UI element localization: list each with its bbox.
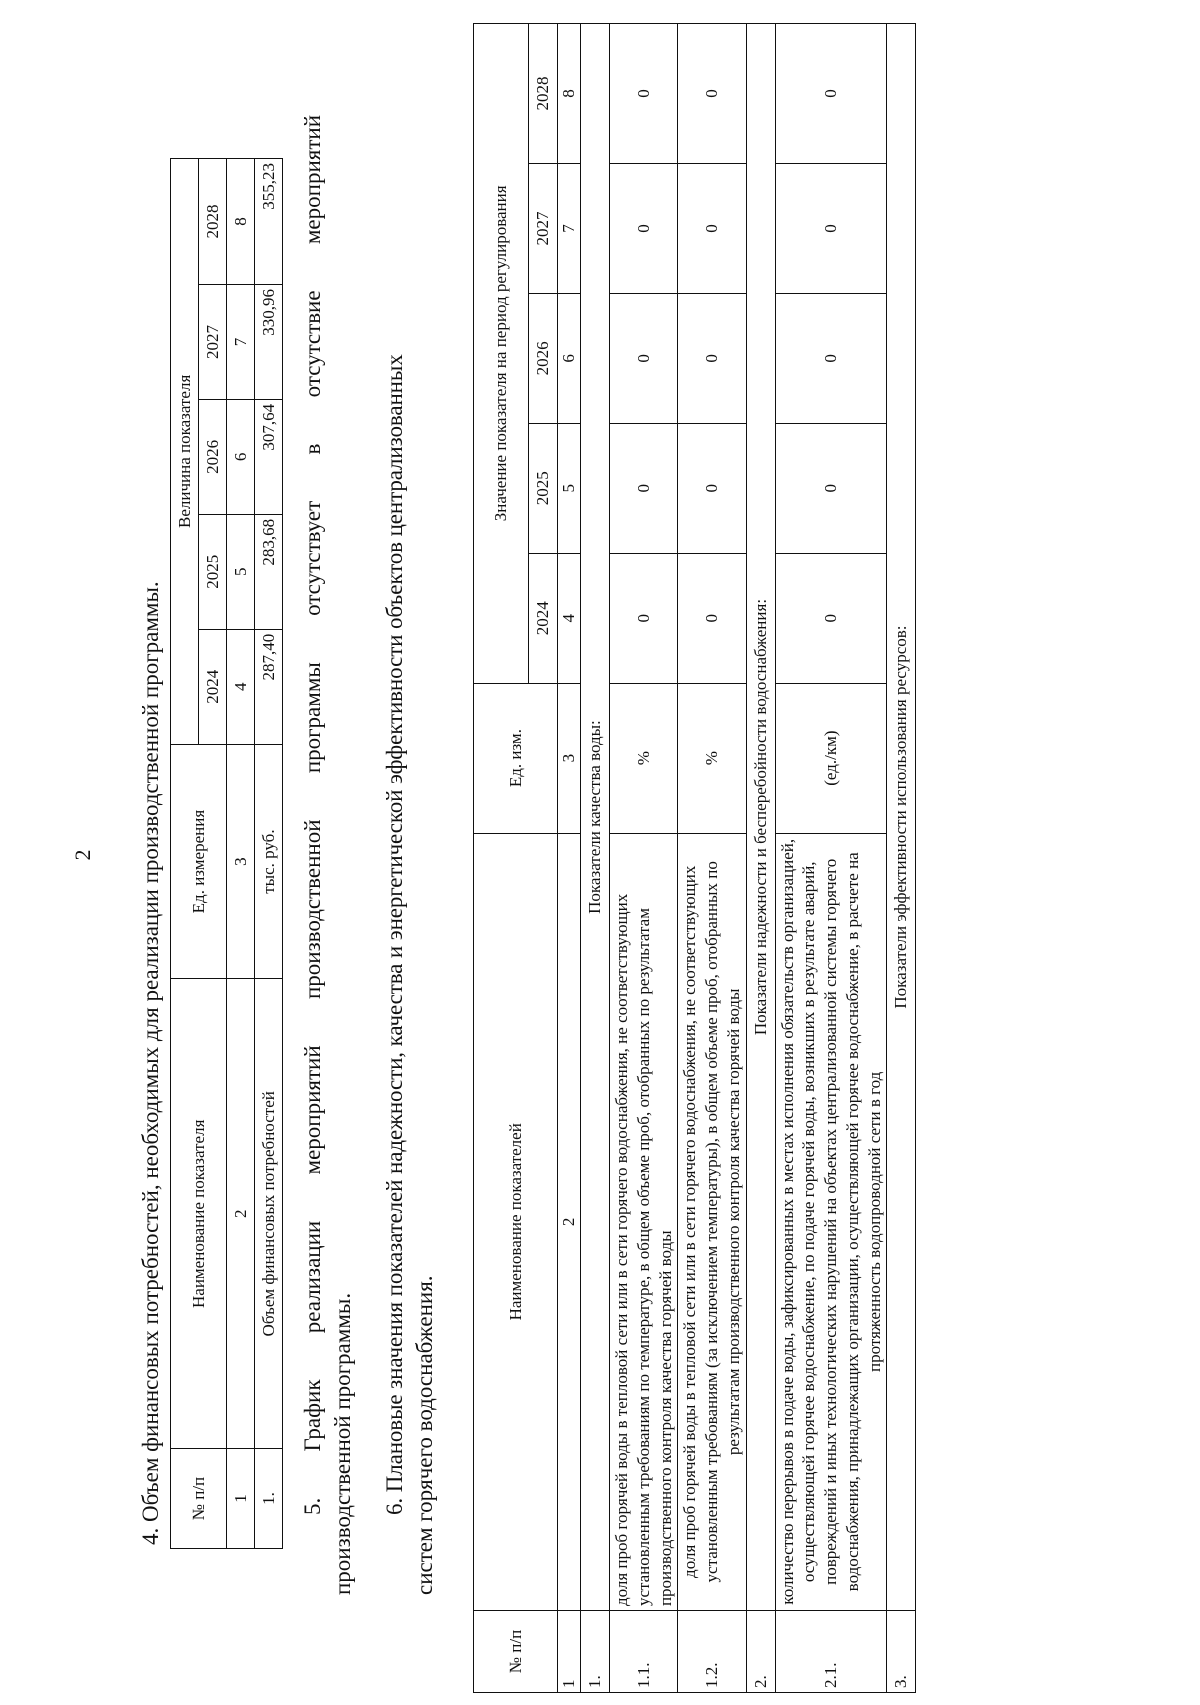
year-header: 2024 — [199, 629, 227, 744]
section-row — [581, 24, 610, 1693]
header-name: Наименование показателей — [474, 833, 558, 1610]
section-num: 2. — [746, 1611, 775, 1693]
header-unit: Ед. изм. — [474, 683, 558, 833]
row-num: 1.1. — [610, 1611, 678, 1693]
section-num: 1. — [581, 1611, 610, 1693]
year-header: 2024 — [529, 553, 558, 683]
index-cell: 8 — [558, 24, 581, 164]
index-cell: 3 — [227, 744, 255, 979]
table-row — [678, 24, 746, 1693]
row-value: 0 — [678, 163, 746, 293]
index-cell: 1 — [227, 1449, 255, 1549]
header-num: № п/п — [474, 1611, 558, 1693]
section-5-line-2: производственной программы. — [330, 1292, 355, 1595]
section-num: 3. — [887, 1611, 916, 1693]
index-cell: 5 — [227, 514, 255, 629]
row-num: 1. — [255, 1449, 283, 1549]
header-num: № п/п — [171, 1449, 227, 1549]
header-value-group: Величина показателя — [171, 159, 199, 745]
row-num: 2.1. — [775, 1611, 887, 1693]
row-unit: (ед./км) — [775, 683, 887, 833]
index-cell: 7 — [558, 163, 581, 293]
header-period: Значение показателя на период регулирования — [474, 24, 529, 684]
index-cell: 4 — [558, 553, 581, 683]
row-value: 355,23 — [255, 159, 283, 285]
header-name: Наименование показателя — [171, 979, 227, 1449]
table-header-row — [171, 159, 199, 1549]
row-num: 1.2. — [678, 1611, 746, 1693]
row-name: доля проб горячей воды в тепловой сети или в сети горячего водоснабжения, не соответствующих установленным требованиям по температуре, в общем объеме проб, отобранных по результатам производственного контроля качества горячей воды — [610, 833, 678, 1610]
row-value: 0 — [775, 553, 887, 683]
section-5-line-1: 5. График реализации мероприятий производственной программы отсутствует в отсутствие мероприятий — [300, 115, 325, 1515]
row-value: 287,40 — [255, 629, 283, 744]
row-value: 0 — [610, 293, 678, 423]
section-row — [746, 24, 775, 1693]
section-title: Показатели эффективности использования ресурсов: — [887, 24, 916, 1611]
row-value: 330,96 — [255, 284, 283, 399]
year-header: 2026 — [199, 399, 227, 514]
section-6-line-1: 6. Плановые значения показателей надежности, качества и энергетической эффективности объектов централизованных — [382, 354, 407, 1515]
year-header: 2025 — [199, 514, 227, 629]
row-unit: % — [678, 683, 746, 833]
index-cell: 1 — [558, 1611, 581, 1693]
row-value: 0 — [775, 163, 887, 293]
index-cell: 8 — [227, 159, 255, 285]
section-title: Показатели качества воды: — [581, 24, 610, 1611]
table-row — [610, 24, 678, 1693]
index-cell: 7 — [227, 284, 255, 399]
row-value: 283,68 — [255, 514, 283, 629]
index-cell: 2 — [558, 833, 581, 1610]
index-cell: 6 — [227, 399, 255, 514]
row-value: 0 — [678, 423, 746, 553]
table-row — [255, 159, 283, 1549]
row-name: количество перерывов в подаче воды, зафиксированных в местах исполнения обязательств организацией, осуществляющей горячее водоснабжение, по подаче горячей воды, возникших в результате аварий, повреждений и иных технологических нарушений на объектах централизованной системы горячего водоснабжения, принадлежащих организации, осуществляющей горячее водоснабжение, в расчете на протяженность водопроводной сети в год — [775, 833, 887, 1610]
row-value: 0 — [678, 293, 746, 423]
row-value: 0 — [610, 423, 678, 553]
row-value: 0 — [678, 553, 746, 683]
row-unit: тыс. руб. — [255, 744, 283, 979]
indicators-table — [473, 23, 916, 1693]
table-index-row — [558, 24, 581, 1693]
financial-needs-table — [170, 158, 283, 1549]
row-unit: % — [610, 683, 678, 833]
year-header: 2025 — [529, 423, 558, 553]
page-number: 2 — [70, 849, 95, 861]
year-header: 2027 — [199, 284, 227, 399]
row-value: 0 — [678, 24, 746, 164]
year-header: 2026 — [529, 293, 558, 423]
row-value: 0 — [610, 553, 678, 683]
index-cell: 5 — [558, 423, 581, 553]
section-6-line-2: систем горячего водоснабжения. — [412, 1275, 437, 1595]
row-value: 0 — [610, 163, 678, 293]
table-index-row — [227, 159, 255, 1549]
section-title: Показатели надежности и бесперебойности водоснабжения: — [746, 24, 775, 1611]
year-header: 2028 — [199, 159, 227, 285]
index-cell: 6 — [558, 293, 581, 423]
table-row — [775, 24, 887, 1693]
table-header-row — [474, 24, 529, 1693]
section-4-title: 4. Объем финансовых потребностей, необходимых для реализации производственной программы. — [138, 581, 163, 1545]
row-name: доля проб горячей воды в тепловой сети или в сети горячего водоснабжения, не соответствующих установленным требованиям (за исключением температуры), в общем объеме проб, отобранных по результатам производственного контроля качества горячей воды — [678, 833, 746, 1610]
section-row — [887, 24, 916, 1693]
index-cell: 3 — [558, 683, 581, 833]
year-header: 2027 — [529, 163, 558, 293]
row-value: 0 — [610, 24, 678, 164]
row-value: 0 — [775, 423, 887, 553]
row-name: Объем финансовых потребностей — [255, 979, 283, 1449]
row-value: 0 — [775, 293, 887, 423]
year-header: 2028 — [529, 24, 558, 164]
index-cell: 4 — [227, 629, 255, 744]
index-cell: 2 — [227, 979, 255, 1449]
row-value: 0 — [775, 24, 887, 164]
header-unit: Ед. измерения — [171, 744, 227, 979]
row-value: 307,64 — [255, 399, 283, 514]
